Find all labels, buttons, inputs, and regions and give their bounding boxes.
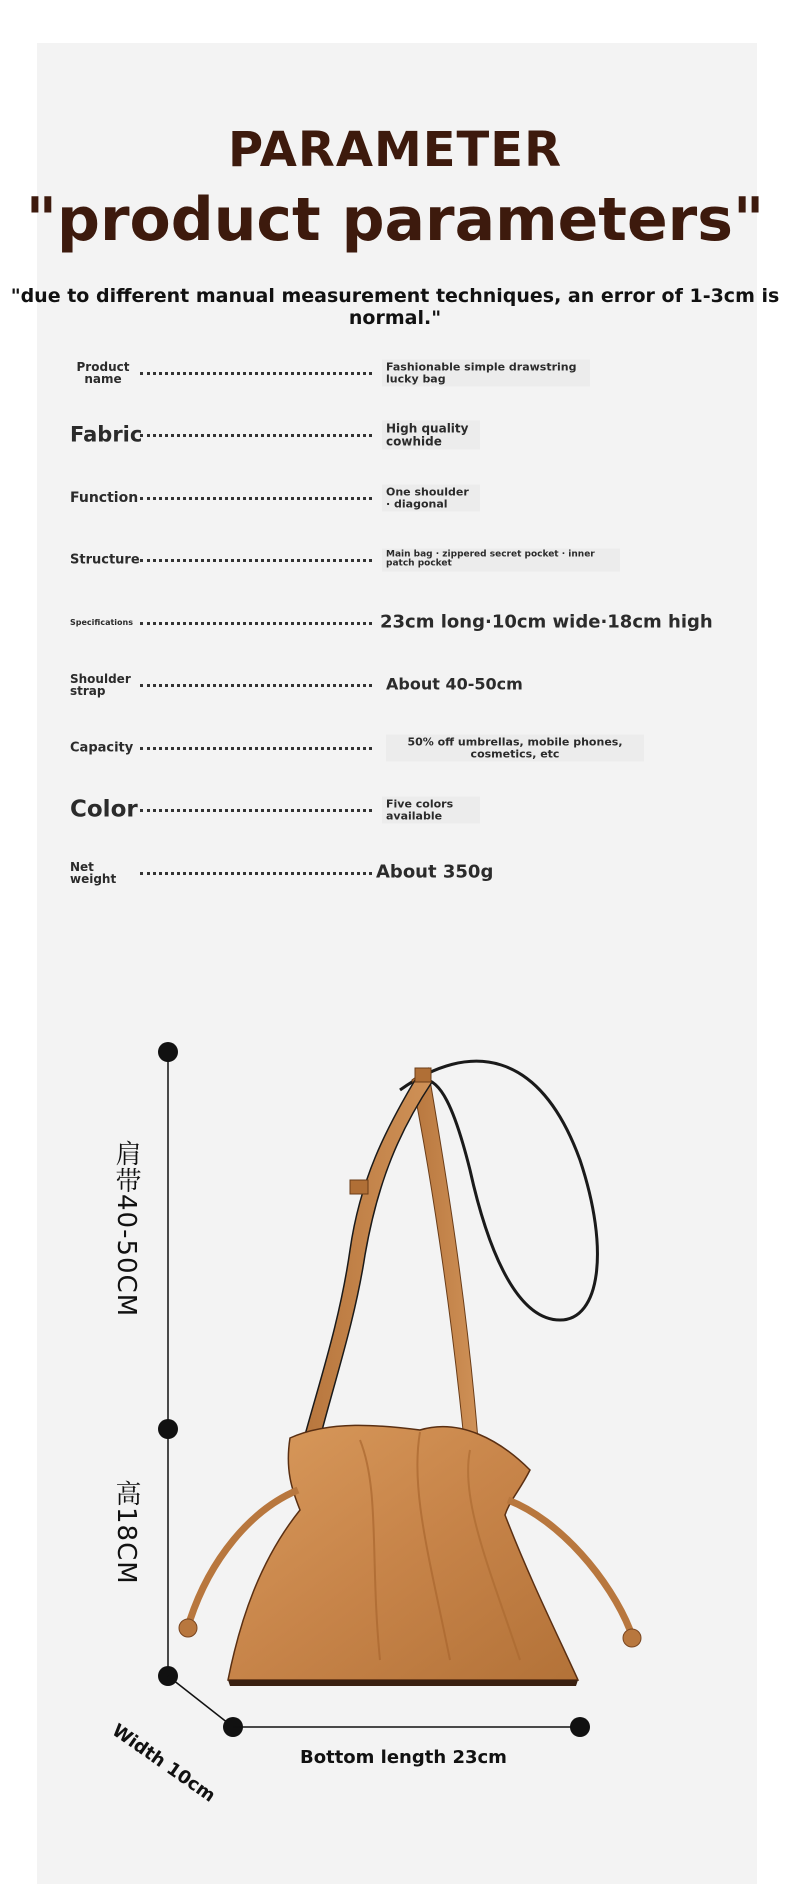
param-row-fabric [0, 415, 790, 455]
param-label: Net weight [70, 860, 117, 886]
page-subtitle: "product parameters" [25, 185, 765, 255]
dotted-leader [140, 434, 372, 437]
measure-dot [570, 1717, 590, 1737]
shoulder-strap-left [305, 1075, 432, 1438]
drawstring-knot [623, 1629, 641, 1647]
param-row-color [0, 790, 790, 830]
measure-dot [158, 1042, 178, 1062]
param-label: Color [70, 796, 138, 823]
drawstring-knot [179, 1619, 197, 1637]
bag-dimension-diagram [0, 1020, 790, 1807]
param-row-function [0, 478, 790, 518]
param-label: Fabric [70, 422, 143, 447]
dotted-leader [140, 559, 372, 562]
param-row-shoulder-strap [0, 665, 790, 705]
param-value: 23cm long·10cm wide·18cm high [380, 611, 713, 633]
param-label: Product name [76, 360, 130, 386]
param-label: Structure [70, 552, 140, 568]
strap-buckle [415, 1068, 431, 1082]
param-value: 50% off umbrellas, mobile phones, cosmetics, etc [386, 734, 644, 761]
measure-dot [158, 1419, 178, 1439]
dotted-leader [140, 747, 372, 750]
param-label: Capacity [70, 740, 134, 756]
strap-length-label: 肩带40-50CM [111, 1140, 141, 1318]
param-row-net-weight [0, 853, 790, 893]
param-row-structure [0, 540, 790, 580]
param-row-specifications [0, 603, 790, 643]
bottom-length-label: Bottom length 23cm [300, 1747, 507, 1768]
shoulder-strap-right [412, 1068, 478, 1440]
bag-illustration [0, 1020, 790, 1800]
page-title: PARAMETER [227, 122, 563, 178]
param-row-product-name [0, 353, 790, 393]
dotted-leader [140, 497, 372, 500]
dotted-leader [140, 809, 372, 812]
height-label: 高18CM [111, 1480, 141, 1585]
param-value: Main bag · zippered secret pocket · inner patch pocket [382, 549, 620, 572]
dotted-leader [140, 684, 372, 687]
param-row-capacity [0, 728, 790, 768]
dotted-leader [140, 622, 372, 625]
param-value: About 350g [376, 861, 494, 883]
width-label: Width 10cm [107, 1720, 220, 1807]
width-measure-line [168, 1676, 233, 1727]
bag-body [228, 1425, 578, 1680]
param-value: High quality cowhide [382, 420, 480, 449]
param-label: Function [70, 490, 139, 506]
strap-buckle [350, 1180, 368, 1194]
param-value: Fashionable simple drawstring lucky bag [382, 359, 590, 386]
measurement-note: "due to different manual measurement techniques, an error of 1-3cm is normal." [10, 285, 780, 329]
dotted-leader [140, 372, 372, 375]
param-value: About 40-50cm [386, 674, 523, 694]
param-value: Five colors available [382, 796, 480, 823]
param-label: Shoulder strap [70, 672, 131, 698]
param-label: Specifications [70, 618, 133, 627]
param-value: One shoulder · diagonal [382, 484, 480, 511]
dotted-leader [140, 872, 372, 875]
bag-base [228, 1680, 578, 1686]
